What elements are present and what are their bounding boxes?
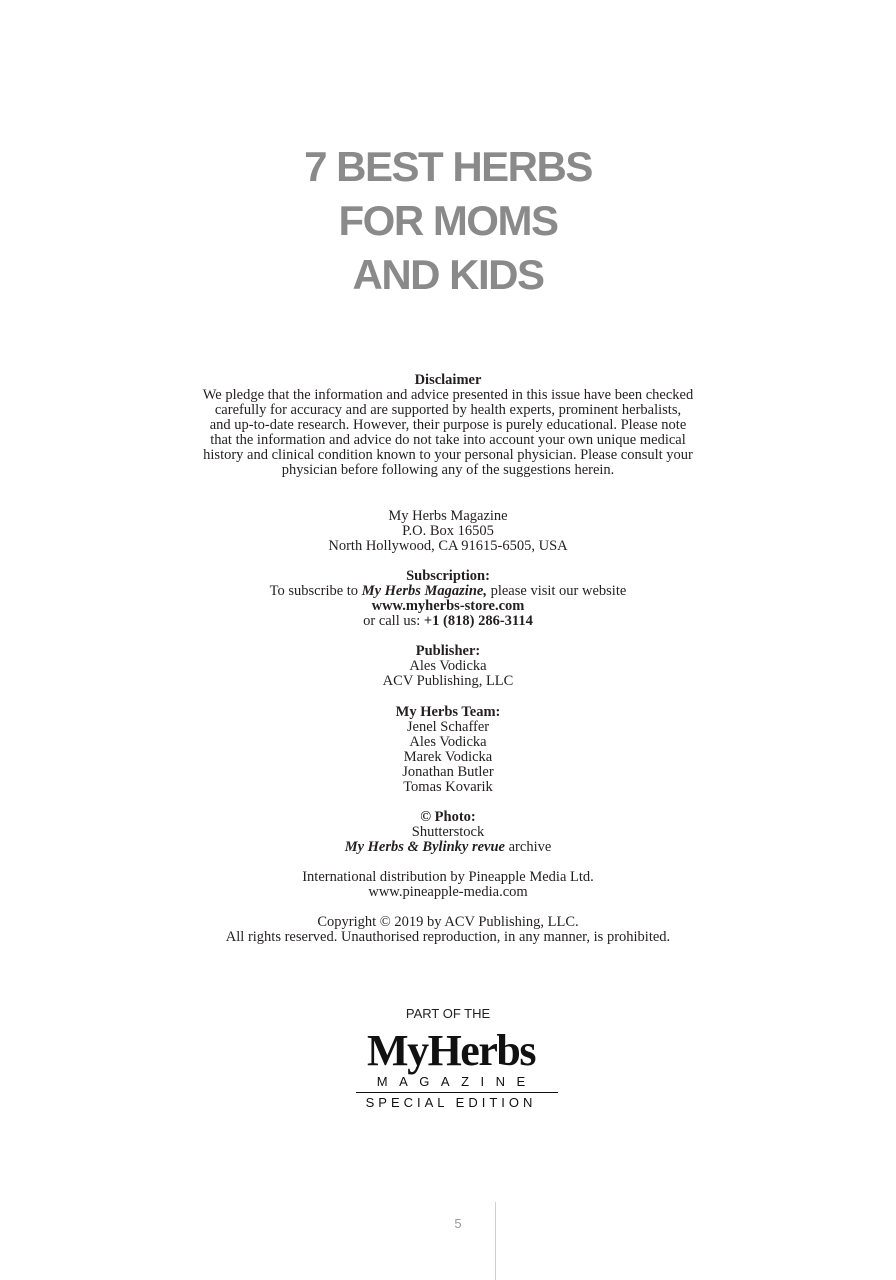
- distribution-section: [0, 870, 896, 900]
- address-line: My Herbs Magazine: [388, 508, 508, 524]
- archive-name: My Herbs & Bylinky revue: [344, 839, 505, 855]
- subscription-heading: Subscription:: [406, 568, 490, 584]
- page-number: 5: [454, 1216, 462, 1231]
- archive-suffix: archive: [505, 839, 552, 855]
- title-line: 7 BEST HERBS: [304, 143, 592, 190]
- special-edition-label: SPECIAL EDITION: [365, 1095, 537, 1110]
- address-line: P.O. Box 16505: [402, 523, 494, 539]
- disclaimer-heading: Disclaimer: [414, 372, 482, 388]
- copyright-line: Copyright © 2019 by ACV Publishing, LLC.: [317, 914, 579, 930]
- team-member: Marek Vodicka: [403, 749, 493, 765]
- page-divider: [495, 1202, 496, 1280]
- publisher-line: Ales Vodicka: [409, 658, 487, 674]
- publisher-line: ACV Publishing, LLC: [382, 673, 514, 689]
- phone-number[interactable]: +1 (818) 286-3114: [423, 613, 533, 629]
- disclaimer-text-line: We pledge that the information and advice presented in this issue have been checked: [202, 387, 694, 403]
- photo-section: [0, 810, 896, 855]
- subscription-text: [0, 584, 896, 599]
- title-line: FOR MOMS: [338, 197, 558, 244]
- phone-line: [0, 614, 896, 629]
- distribution-text: International distribution by Pineapple Media Ltd.: [302, 869, 594, 885]
- disclaimer-text-line: history and clinical condition known to your personal physician. Please consult your: [203, 447, 693, 463]
- photo-source: Shutterstock: [411, 824, 485, 840]
- myherbs-logo: [356, 1028, 546, 1093]
- photo-archive: [0, 840, 896, 855]
- distribution-website[interactable]: www.pineapple-media.com: [368, 884, 528, 900]
- disclaimer-text-line: and up-to-date research. However, their purpose is purely educational. Please note: [209, 417, 687, 433]
- website-link[interactable]: www.myherbs-store.com: [371, 598, 525, 614]
- subscription-text-pre: To subscribe to: [269, 583, 362, 599]
- copyright-section: [0, 915, 896, 945]
- team-heading: My Herbs Team:: [395, 704, 501, 720]
- photo-heading: © Photo:: [420, 809, 476, 825]
- logo-wordmark: MyHerbs: [367, 1026, 535, 1075]
- disclaimer-text-line: that the information and advice do not take into account your own unique medical: [210, 432, 686, 448]
- subscription-text-post: please visit our website: [486, 583, 627, 599]
- team-section: [0, 705, 896, 795]
- magazine-name: My Herbs Magazine,: [361, 583, 487, 599]
- subscription-section: [0, 569, 896, 629]
- publisher-section: [0, 644, 896, 689]
- disclaimer-text-line: physician before following any of the suggestions herein.: [281, 462, 615, 478]
- team-member: Jonathan Butler: [402, 764, 494, 780]
- call-label: or call us:: [363, 613, 424, 629]
- address-section: [0, 509, 896, 554]
- address-line: North Hollywood, CA 91615-6505, USA: [328, 538, 568, 554]
- title-line: AND KIDS: [352, 251, 544, 298]
- disclaimer-section: [0, 373, 896, 478]
- part-of-label: PART OF THE: [405, 1006, 491, 1021]
- disclaimer-text-line: carefully for accuracy and are supported by health experts, prominent herbalists,: [214, 402, 682, 418]
- rights-line: All rights reserved. Unauthorised reproduction, in any manner, is prohibited.: [225, 929, 671, 945]
- logo-magazine-label: MAGAZINE: [356, 1074, 558, 1093]
- page-title: [0, 140, 896, 302]
- team-member: Jenel Schaffer: [406, 719, 490, 735]
- team-member: Ales Vodicka: [409, 734, 487, 750]
- team-member: Tomas Kovarik: [403, 779, 493, 795]
- publisher-heading: Publisher:: [415, 643, 481, 659]
